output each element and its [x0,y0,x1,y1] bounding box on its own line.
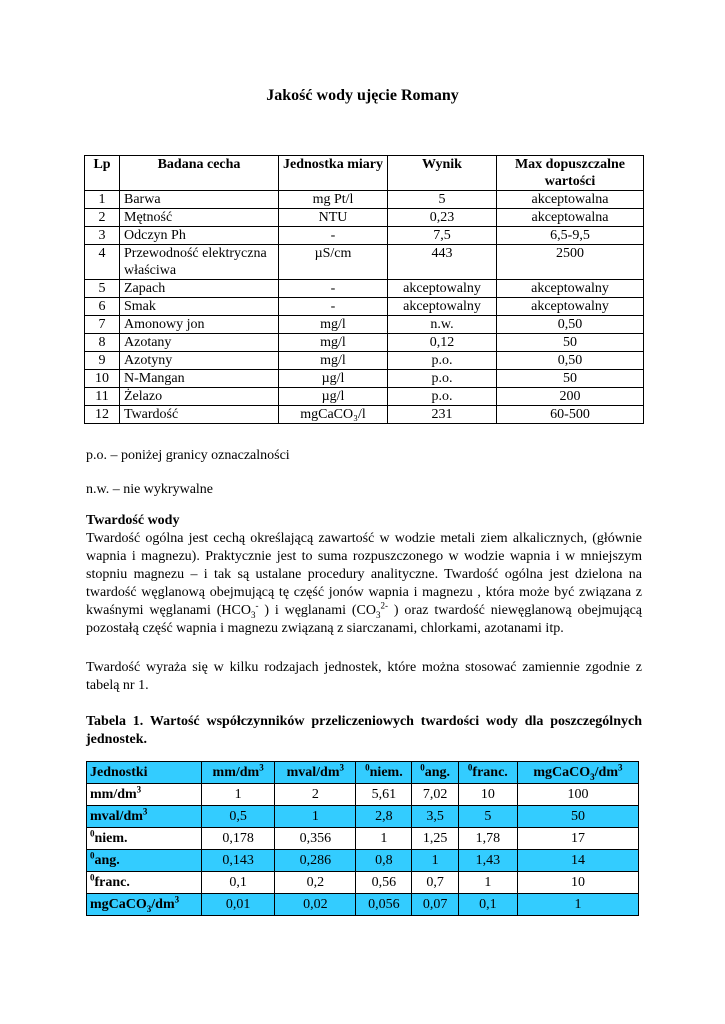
cell-lp: 5 [85,280,120,298]
table-row [85,227,644,245]
col-unit: Jednostka miary [279,156,388,191]
page-title: Jakość wody ujęcie Romany [266,87,459,104]
value-cell: 1 [275,806,356,828]
note-nw: n.w. – nie wykrywalne [86,482,214,497]
value-cell: 5,61 [356,784,412,806]
cell-result: p.o. [388,388,497,406]
cell-feature: N-Mangan [120,370,279,388]
cell-max: akceptowalny [497,280,644,298]
value-cell: 1,25 [412,828,458,850]
paragraph-part: ) i węglanami (CO [264,603,376,618]
cell-unit: mg/l [279,316,388,334]
note-po: p.o. – poniżej granicy oznaczalności [86,448,290,463]
value-cell: 1,43 [458,850,517,872]
cell-feature: Mętność [120,209,279,227]
cell-feature: Azotyny [120,352,279,370]
cell-max: akceptowalna [497,191,644,209]
cell-unit: - [279,227,388,245]
value-cell: 10 [458,784,517,806]
value-cell: 1 [458,872,517,894]
value-cell: 100 [517,784,638,806]
value-cell: 0,143 [202,850,275,872]
cell-result: akceptowalny [388,280,497,298]
value-cell: 0,7 [412,872,458,894]
value-cell: 2,8 [356,806,412,828]
conversion-row [87,850,639,872]
cell-max: 50 [497,334,644,352]
cell-lp: 2 [85,209,120,227]
cell-max: 60-500 [497,406,644,424]
cell-feature: Zapach [120,280,279,298]
row-head: $^0$niem. [87,828,202,850]
value-cell: 7,02 [412,784,458,806]
cell-lp: 11 [85,388,120,406]
cell-unit: µS/cm [279,245,388,280]
cell-feature: Azotany [120,334,279,352]
table-row [85,280,644,298]
cell-unit: - [279,280,388,298]
cell-lp: 4 [85,245,120,280]
value-cell: 2 [275,784,356,806]
conversion-row [87,872,639,894]
cell-max: 6,5-9,5 [497,227,644,245]
table-header-row [85,156,644,191]
cell-max: 0,50 [497,352,644,370]
conversion-row [87,784,639,806]
cell-max: 2500 [497,245,644,280]
col-result: Wynik [388,156,497,191]
cell-result: n.w. [388,316,497,334]
caption-text: Wartość współczynników przeliczeniowych twardości wody dla poszczególnych jednostek. [86,714,642,747]
value-cell: 50 [517,806,638,828]
table-row [85,352,644,370]
table-row [85,370,644,388]
cell-lp: 6 [85,298,120,316]
cell-result: 0,23 [388,209,497,227]
units-paragraph: Twardość wyraża się w kilku rodzajach jednostek, które można stosować zamiennie zgodnie z tabelą nr 1. [86,660,642,693]
row-head: $^0$ang. [87,850,202,872]
cell-lp: 10 [85,370,120,388]
cell-feature: Przewodność elektryczna właściwa [120,245,279,280]
hardness-heading: Twardość wody [86,513,180,528]
value-cell: 1 [517,894,638,916]
cell-result: p.o. [388,352,497,370]
value-cell: 17 [517,828,638,850]
table-row [85,316,644,334]
cell-lp: 9 [85,352,120,370]
cell-feature: Smak [120,298,279,316]
table-row [85,388,644,406]
cell-unit: mg/l [279,334,388,352]
value-cell: 14 [517,850,638,872]
cell-lp: 8 [85,334,120,352]
col-ang: $^0$ang. [412,762,458,784]
col-max: Max dopuszczalne wartości [497,156,644,191]
value-cell: 0,1 [458,894,517,916]
row-head: $mm/dm^3$ [87,784,202,806]
cell-result: akceptowalny [388,298,497,316]
value-cell: 3,5 [412,806,458,828]
col-mm-dm3: $mm/dm^3$ [202,762,275,784]
cell-result: 7,5 [388,227,497,245]
table-row [85,334,644,352]
cell-result: 443 [388,245,497,280]
cell-lp: 12 [85,406,120,424]
table-row [85,209,644,227]
col-niem: $^0$niem. [356,762,412,784]
cell-unit: mg/l [279,352,388,370]
value-cell: 0,178 [202,828,275,850]
value-cell: 1,78 [458,828,517,850]
value-cell: 0,02 [275,894,356,916]
caption-label: Tabela 1. [86,714,144,729]
cell-unit: mg Pt/l [279,191,388,209]
value-cell: 1 [356,828,412,850]
cell-unit: µg/l [279,370,388,388]
conversion-table [86,761,639,916]
cell-unit: µg/l [279,388,388,406]
value-cell: 0,8 [356,850,412,872]
cell-feature: Amonowy jon [120,316,279,334]
col-feature: Badana cecha [120,156,279,191]
cell-feature: Odczyn Ph [120,227,279,245]
cell-max: 50 [497,370,644,388]
cell-unit: - [279,298,388,316]
col-mval-dm3: mval/$dm^3$ [275,762,356,784]
col-mgcaco3: $mgCaCO_3/dm^3$ [517,762,638,784]
value-cell: 0,356 [275,828,356,850]
row-head: mval/$dm^3$ [87,806,202,828]
cell-max: 0,50 [497,316,644,334]
cell-result: p.o. [388,370,497,388]
cell-unit: mgCaCO₃/l [279,406,388,424]
row-head: $mgCaCO_3/dm^3$ [87,894,202,916]
col-lp: Lp [85,156,120,191]
value-cell: 10 [517,872,638,894]
table-row [85,298,644,316]
conversion-row [87,806,639,828]
cell-lp: 3 [85,227,120,245]
value-cell: 0,1 [202,872,275,894]
row-head: $^0$franc. [87,872,202,894]
table-row [85,406,644,424]
cell-max: 200 [497,388,644,406]
conversion-row [87,894,639,916]
value-cell: 0,07 [412,894,458,916]
water-quality-table [84,155,644,424]
table-caption [86,713,642,749]
cell-feature: Twardość [120,406,279,424]
value-cell: 0,2 [275,872,356,894]
conversion-row [87,828,639,850]
value-cell: 0,56 [356,872,412,894]
value-cell: 1 [202,784,275,806]
cell-feature: Żelazo [120,388,279,406]
cell-max: akceptowalny [497,298,644,316]
value-cell: 0,286 [275,850,356,872]
cell-feature: Barwa [120,191,279,209]
value-cell: 0,5 [202,806,275,828]
cell-lp: 7 [85,316,120,334]
cell-lp: 1 [85,191,120,209]
paragraph-part: Twardość ogólna jest cechą określającą zawartość w wodzie metali ziem alkalicznych, (głównie wapnia i magnezu). Praktycznie jest to suma rozpuszczonego w wodzie wapnia i w mniejszym stopniu magnezu – i tak są ustalane procedury analityczne. Twardość ogólna jest dzielona na twardość węglanową obejmującą tę część jonów wapnia i magnezu , która może być związana z kwaśnymi węglanami (HCO [86,531,642,618]
value-cell: 0,056 [356,894,412,916]
cell-max: akceptowalna [497,209,644,227]
cell-result: 5 [388,191,497,209]
conversion-header-row [87,762,639,784]
cell-result: 0,12 [388,334,497,352]
table-row [85,191,644,209]
value-cell: 5 [458,806,517,828]
corner-cell: Jednostki [87,762,202,784]
cell-unit: NTU [279,209,388,227]
cell-result: 231 [388,406,497,424]
paragraph-part: ) oraz twardość niewęglanową obejmującą pozostałą część wapnia i magnezu związaną z siarczanami, chlorkami, azotanami itp. [86,603,643,636]
value-cell: 1 [412,850,458,872]
col-franc: $^0$franc. [458,762,517,784]
table-row [85,245,644,280]
value-cell: 0,01 [202,894,275,916]
hardness-paragraph: Twardość ogólna jest cechą określającą zawartość w wodzie metali ziem alkalicznych, (głównie wapnia i magnezu). Praktycznie jest to suma rozpuszczonego w wodzie wapnia i w mniejszym stopniu magnezu – i tak są ustalane procedury analityczne. Twardość ogólna jest dzielona na twardość węglanową obejmującą tę część jonów wapnia i magnezu , która może być związana z kwaśnymi węglanami ($HCO_3^-$ ) i węglanami ($CO_3^{2-}$ ) oraz twardość niewęglanową obejmującą pozostałą część wapnia i magnezu związaną z siarczanami, chlorkami, azotanami itp. [86,531,643,636]
